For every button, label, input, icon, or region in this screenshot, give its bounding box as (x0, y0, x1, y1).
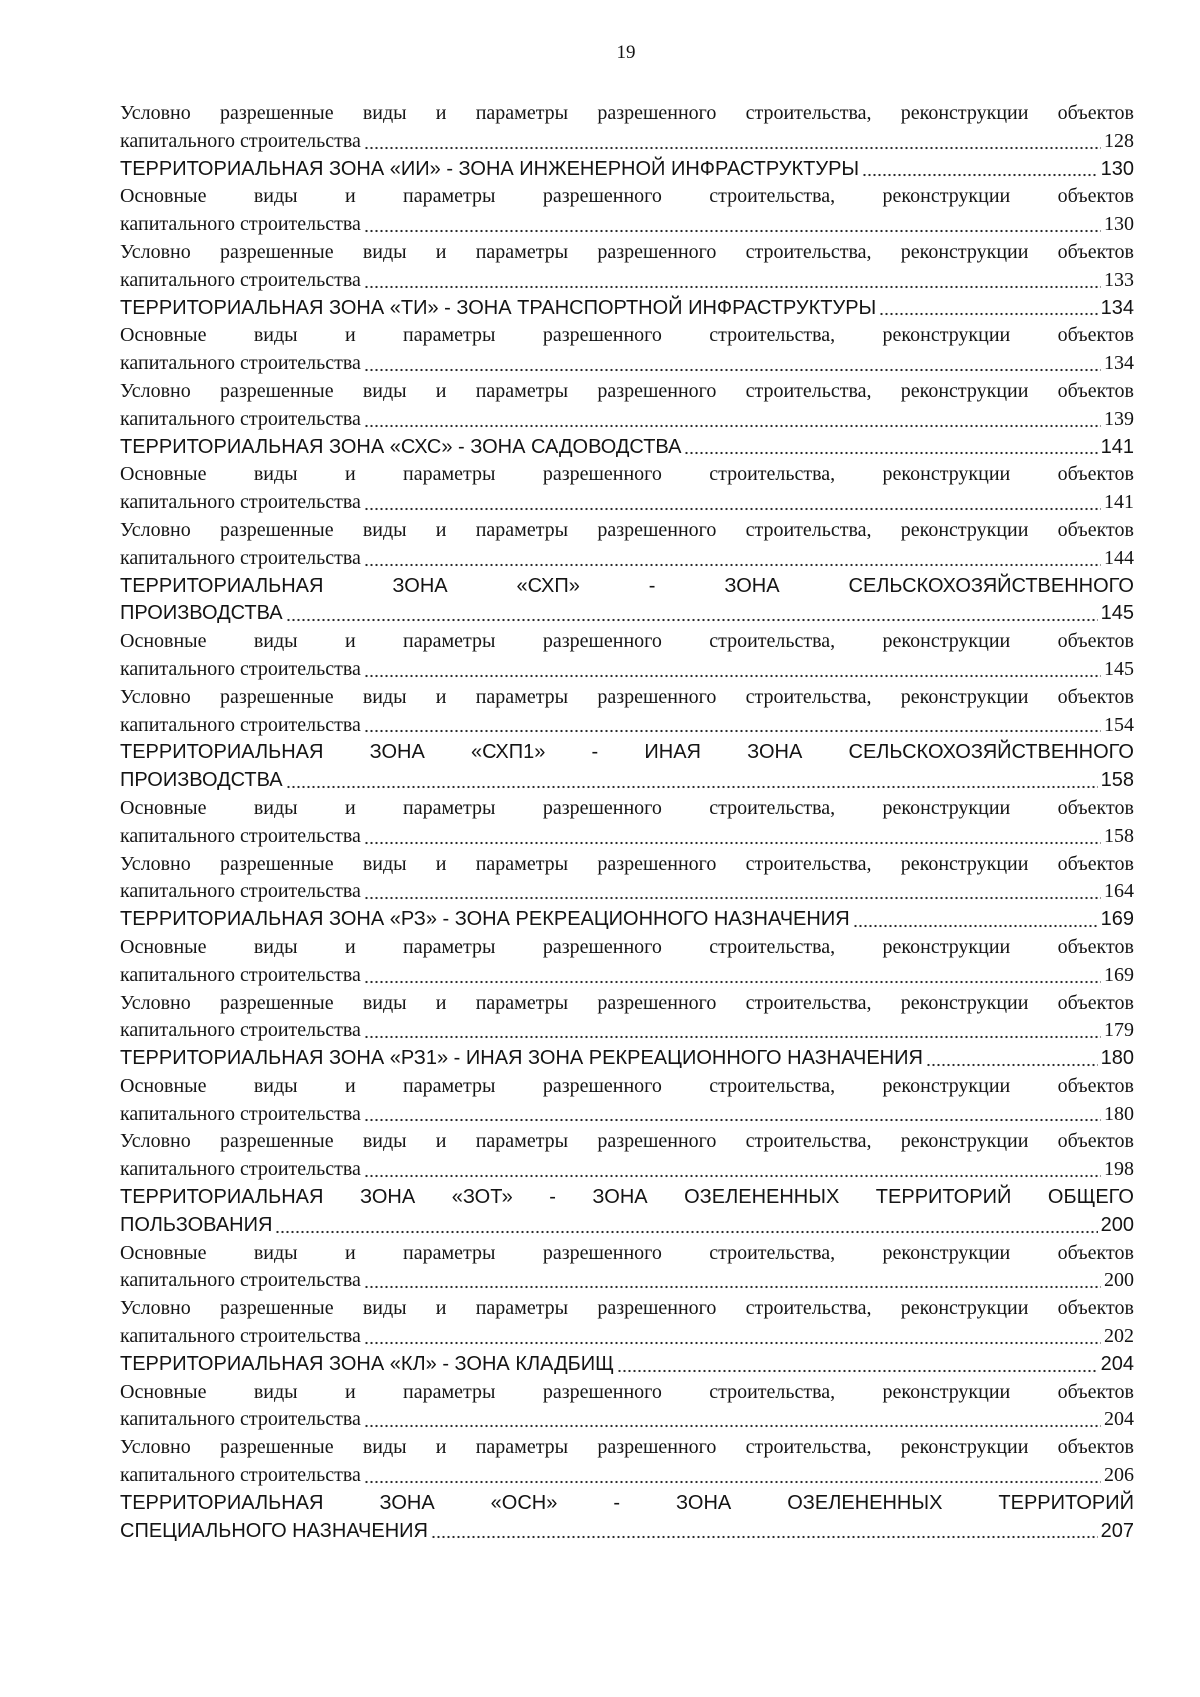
toc-page-number: 200 (1100, 1213, 1134, 1236)
toc-subsection[interactable] (120, 517, 1134, 573)
toc-entry-leader-line (120, 1323, 1134, 1351)
toc-entry-title-line: ТЕРРИТОРИАЛЬНАЯ ЗОНА «СХП1» - ИНАЯ ЗОНА СЕЛЬСКОХОЗЯЙСТВЕННОГО (120, 741, 1134, 764)
toc-entry-leader-line (120, 1045, 1134, 1073)
toc-page-number: 207 (1100, 1519, 1134, 1542)
toc-entry-title-line: Условно разрешенные виды и параметры разрешенного строительства, реконструкции объектов (120, 1130, 1134, 1153)
toc-entry-title-line: Условно разрешенные виды и параметры разрешенного строительства, реконструкции объектов (120, 240, 1134, 263)
dot-leader (275, 1214, 1097, 1234)
dot-leader (364, 213, 1101, 233)
toc-entry-leader-line (120, 656, 1134, 684)
dot-leader (862, 157, 1098, 177)
toc-zone-heading[interactable] (120, 573, 1134, 629)
toc-page-number: 144 (1104, 546, 1134, 569)
dot-leader (879, 296, 1097, 316)
toc-entry-leader-line (120, 489, 1134, 517)
toc-subsection[interactable] (120, 1128, 1134, 1184)
toc-entry-title-line: Условно разрешенные виды и параметры разрешенного строительства, реконструкции объектов (120, 518, 1134, 541)
toc-entry-leader-line (120, 823, 1134, 851)
dot-leader (926, 1047, 1098, 1067)
toc-page-number: 204 (1100, 1352, 1134, 1375)
toc-entry-leader-line (120, 1156, 1134, 1184)
toc-entry-title: капитального строительства (120, 352, 361, 375)
toc-subsection[interactable] (120, 100, 1134, 156)
toc-subsection[interactable] (120, 1240, 1134, 1296)
toc-subsection[interactable] (120, 990, 1134, 1046)
toc-entry-title: ПРОИЗВОДСТВА (120, 602, 283, 625)
toc-entry-title-line: Условно разрешенные виды и параметры разрешенного строительства, реконструкции объектов (120, 852, 1134, 875)
toc-zone-heading[interactable] (120, 1351, 1134, 1379)
toc-entry-title: капитального строительства (120, 880, 361, 903)
toc-entry-title: капитального строительства (120, 657, 361, 680)
toc-entry-leader-line (120, 1267, 1134, 1295)
toc-page-number: 169 (1100, 908, 1134, 931)
toc-entry-leader-line (120, 1101, 1134, 1129)
toc-entry-title-line: Условно разрешенные виды и параметры разрешенного строительства, реконструкции объектов (120, 685, 1134, 708)
dot-leader (364, 130, 1101, 150)
toc-subsection[interactable] (120, 1295, 1134, 1351)
toc-page-number: 139 (1104, 407, 1134, 430)
toc-page-number: 200 (1104, 1269, 1134, 1292)
toc-zone-heading[interactable] (120, 739, 1134, 795)
dot-leader (364, 1019, 1101, 1039)
toc-subsection[interactable] (120, 795, 1134, 851)
toc-entry-leader-line (120, 406, 1134, 434)
toc-zone-heading[interactable] (120, 906, 1134, 934)
toc-subsection[interactable] (120, 1073, 1134, 1129)
toc-entry-title-line: Основные виды и параметры разрешенного строительства, реконструкции объектов (120, 324, 1134, 347)
toc-page-number: 164 (1104, 880, 1134, 903)
toc-page-number: 202 (1104, 1325, 1134, 1348)
toc-page-number: 141 (1100, 435, 1134, 458)
dot-leader (364, 713, 1101, 733)
toc-entry-leader-line (120, 1212, 1134, 1240)
toc-entry-title: ПОЛЬЗОВАНИЯ (120, 1213, 273, 1236)
toc-entry-title-line: Основные виды и параметры разрешенного строительства, реконструкции объектов (120, 796, 1134, 819)
toc-page-number: 169 (1104, 963, 1134, 986)
toc-zone-heading[interactable] (120, 156, 1134, 184)
toc-entry-leader-line (120, 1406, 1134, 1434)
toc-entry-title: капитального строительства (120, 491, 361, 514)
page-number: 19 (616, 42, 636, 63)
toc-entry-title-line: Условно разрешенные виды и параметры разрешенного строительства, реконструкции объектов (120, 102, 1134, 124)
dot-leader (364, 825, 1101, 845)
toc-entry-title-line: Основные виды и параметры разрешенного строительства, реконструкции объектов (120, 1380, 1134, 1403)
toc-entry-title: ТЕРРИТОРИАЛЬНАЯ ЗОНА «СХС» - ЗОНА САДОВОДСТВА (120, 435, 682, 458)
toc-page-number: 179 (1104, 1019, 1134, 1042)
toc-page-number: 145 (1104, 657, 1134, 680)
dot-leader (286, 602, 1098, 622)
toc-entry-title: капитального строительства (120, 546, 361, 569)
toc-entry-title: ТЕРРИТОРИАЛЬНАЯ ЗОНА «РЗ» - ЗОНА РЕКРЕАЦИОННОГО НАЗНАЧЕНИЯ (120, 908, 850, 931)
toc-zone-heading[interactable] (120, 1045, 1134, 1073)
dot-leader (431, 1519, 1098, 1539)
toc-entry-title-line: Основные виды и параметры разрешенного строительства, реконструкции объектов (120, 1241, 1134, 1264)
toc-subsection[interactable] (120, 1379, 1134, 1435)
toc-entry-title: капитального строительства (120, 1158, 361, 1181)
toc-page-number: 198 (1104, 1158, 1134, 1181)
toc-entry-leader-line (120, 1017, 1134, 1045)
toc-entry-title-line: Основные виды и параметры разрешенного строительства, реконструкции объектов (120, 1074, 1134, 1097)
toc-page-number: 134 (1104, 352, 1134, 375)
toc-entry-title-line: Основные виды и параметры разрешенного строительства, реконструкции объектов (120, 185, 1134, 208)
toc-entry-title-line: ТЕРРИТОРИАЛЬНАЯ ЗОНА «ЗОТ» - ЗОНА ОЗЕЛЕНЕННЫХ ТЕРРИТОРИЙ ОБЩЕГО (120, 1186, 1134, 1209)
toc-entry-leader-line (120, 767, 1134, 795)
toc-page-number: 154 (1104, 713, 1134, 736)
toc-page-number: 130 (1104, 213, 1134, 236)
toc-zone-heading[interactable] (120, 1184, 1134, 1240)
dot-leader (364, 1158, 1101, 1178)
toc-entry-title: капитального строительства (120, 268, 361, 291)
toc-page-number: 134 (1100, 296, 1134, 319)
toc-entry-title: капитального строительства (120, 1019, 361, 1042)
toc-entry-title-line: Условно разрешенные виды и параметры разрешенного строительства, реконструкции объектов (120, 1436, 1134, 1459)
toc-entry-title-line: ТЕРРИТОРИАЛЬНАЯ ЗОНА «СХП» - ЗОНА СЕЛЬСКОХОЗЯЙСТВЕННОГО (120, 574, 1134, 597)
toc-entry-title-line: Условно разрешенные виды и параметры разрешенного строительства, реконструкции объектов (120, 379, 1134, 402)
toc-page-number: 206 (1104, 1464, 1134, 1487)
toc-page-number: 204 (1104, 1408, 1134, 1431)
toc-entry-title: капитального строительства (120, 1408, 361, 1431)
toc-subsection[interactable] (120, 684, 1134, 740)
toc-entry-leader-line (120, 434, 1134, 462)
dot-leader (364, 408, 1101, 428)
toc-entry-title: капитального строительства (120, 1464, 361, 1487)
toc-entry-title: ТЕРРИТОРИАЛЬНАЯ ЗОНА «КЛ» - ЗОНА КЛАДБИЩ (120, 1352, 614, 1375)
toc-zone-heading[interactable] (120, 434, 1134, 462)
toc-entry-leader-line (120, 712, 1134, 740)
dot-leader (364, 269, 1101, 289)
dot-leader (617, 1353, 1098, 1373)
toc-entry-leader-line (120, 545, 1134, 573)
toc-zone-heading[interactable] (120, 1490, 1134, 1546)
toc-subsection[interactable] (120, 851, 1134, 907)
toc-entry-title: капитального строительства (120, 1269, 361, 1292)
dot-leader (364, 658, 1101, 678)
toc-entry-title: капитального строительства (120, 713, 361, 736)
toc-page-number: 180 (1104, 1102, 1134, 1125)
toc-page-number: 130 (1100, 157, 1134, 180)
toc-entry-title-line: Основные виды и параметры разрешенного строительства, реконструкции объектов (120, 630, 1134, 653)
dot-leader (364, 491, 1101, 511)
dot-leader (364, 1464, 1101, 1484)
toc-entry-leader-line (120, 600, 1134, 628)
toc-subsection[interactable] (120, 322, 1134, 378)
toc-entry-leader-line (120, 128, 1134, 156)
toc-entry-title: капитального строительства (120, 1102, 361, 1125)
toc-entry-title-line: Основные виды и параметры разрешенного строительства, реконструкции объектов (120, 463, 1134, 486)
toc-entry-leader-line (120, 350, 1134, 378)
toc-subsection[interactable] (120, 628, 1134, 684)
dot-leader (364, 1408, 1101, 1428)
toc-entry-title: ТЕРРИТОРИАЛЬНАЯ ЗОНА «ИИ» - ЗОНА ИНЖЕНЕРНОЙ ИНФРАСТРУКТУРЫ (120, 157, 860, 180)
toc-entry-title: ТЕРРИТОРИАЛЬНАЯ ЗОНА «ТИ» - ЗОНА ТРАНСПОРТНОЙ ИНФРАСТРУКТУРЫ (120, 296, 877, 319)
dot-leader (364, 964, 1101, 984)
toc-entry-title: капитального строительства (120, 963, 361, 986)
dot-leader (853, 908, 1098, 928)
toc-entry-title: капитального строительства (120, 407, 361, 430)
toc-entry-leader-line (120, 878, 1134, 906)
toc-entry-title: капитального строительства (120, 129, 361, 152)
toc-page-number: 133 (1104, 268, 1134, 291)
dot-leader (364, 352, 1101, 372)
toc-page-number: 128 (1104, 129, 1134, 152)
dot-leader (286, 769, 1098, 789)
toc-subsection[interactable] (120, 934, 1134, 990)
toc-entry-leader-line (120, 962, 1134, 990)
toc-subsection[interactable] (120, 183, 1134, 239)
dot-leader (364, 880, 1101, 900)
table-of-contents (120, 100, 1134, 1545)
toc-entry-title-line: Условно разрешенные виды и параметры разрешенного строительства, реконструкции объектов (120, 1297, 1134, 1320)
toc-entry-title-line: Основные виды и параметры разрешенного строительства, реконструкции объектов (120, 935, 1134, 958)
toc-entry-title: ТЕРРИТОРИАЛЬНАЯ ЗОНА «РЗ1» - ИНАЯ ЗОНА РЕКРЕАЦИОННОГО НАЗНАЧЕНИЯ (120, 1047, 923, 1070)
toc-page-number: 141 (1104, 491, 1134, 514)
toc-subsection[interactable] (120, 1434, 1134, 1490)
toc-entry-leader-line (120, 1462, 1134, 1490)
toc-entry-title: капитального строительства (120, 824, 361, 847)
toc-subsection[interactable] (120, 461, 1134, 517)
dot-leader (684, 435, 1097, 455)
toc-entry-leader-line (120, 267, 1134, 295)
toc-entry-title: ПРОИЗВОДСТВА (120, 769, 283, 792)
dot-leader (364, 547, 1101, 567)
dot-leader (364, 1325, 1101, 1345)
toc-entry-leader-line (120, 906, 1134, 934)
toc-page-number: 158 (1100, 769, 1134, 792)
toc-page-number: 158 (1104, 824, 1134, 847)
toc-entry-title: капитального строительства (120, 213, 361, 236)
toc-entry-title-line: Условно разрешенные виды и параметры разрешенного строительства, реконструкции объектов (120, 991, 1134, 1014)
dot-leader (364, 1102, 1101, 1122)
toc-entry-title-line: ТЕРРИТОРИАЛЬНАЯ ЗОНА «ОСН» - ЗОНА ОЗЕЛЕНЕННЫХ ТЕРРИТОРИЙ (120, 1491, 1134, 1514)
toc-entry-title: СПЕЦИАЛЬНОГО НАЗНАЧЕНИЯ (120, 1519, 428, 1542)
toc-page-number: 180 (1100, 1047, 1134, 1070)
toc-entry-leader-line (120, 295, 1134, 323)
toc-entry-leader-line (120, 1351, 1134, 1379)
toc-zone-heading[interactable] (120, 295, 1134, 323)
toc-entry-leader-line (120, 1518, 1134, 1546)
toc-subsection[interactable] (120, 378, 1134, 434)
dot-leader (364, 1269, 1101, 1289)
toc-page-number: 145 (1100, 602, 1134, 625)
toc-subsection[interactable] (120, 239, 1134, 295)
toc-entry-leader-line (120, 211, 1134, 239)
toc-entry-leader-line (120, 156, 1134, 184)
toc-entry-title: капитального строительства (120, 1325, 361, 1348)
